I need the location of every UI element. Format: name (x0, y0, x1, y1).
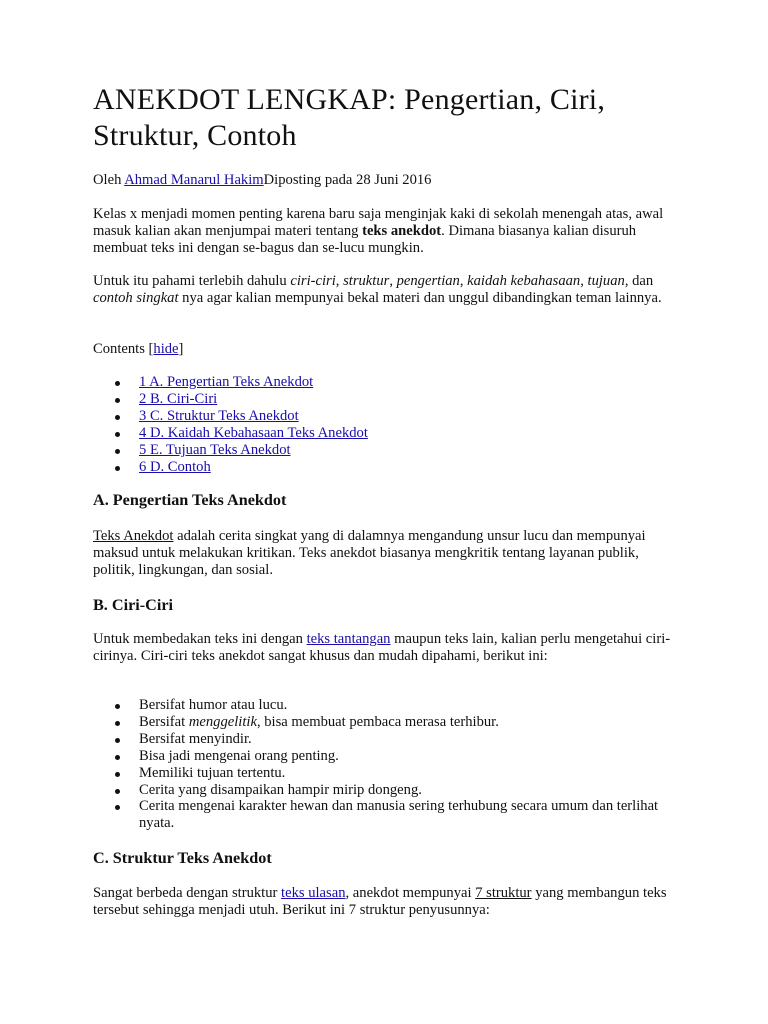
em-pengertian: pengertian (396, 273, 460, 289)
intro-text: Kelas x menjadi momen penting karena baru saja menginjak kaki di sekolah menengah atas, awal masuk kalian akan menjumpai materi tentang (93, 206, 664, 239)
term-teks-anekdot: Teks Anekdot (93, 528, 174, 544)
byline (93, 172, 683, 189)
contents-label (93, 341, 683, 358)
em-menggelitik: menggelitik (188, 713, 257, 730)
toc-item (93, 391, 683, 408)
teks-tantangan-link[interactable]: teks tantangan (306, 631, 391, 647)
table-of-contents (93, 374, 683, 475)
section-c-paragraph (93, 885, 683, 919)
section-b-paragraph (93, 631, 683, 665)
toc-item (93, 408, 683, 425)
teks-ulasan-link[interactable]: teks ulasan (281, 885, 346, 901)
byline-prefix: Oleh (93, 172, 125, 188)
list-item: Cerita yang disampaikan hampir mirip dongeng. (93, 782, 683, 799)
text: , bisa membuat pembaca merasa terhibur. (256, 713, 499, 730)
text: Sangat berbeda dengan struktur (93, 885, 282, 901)
text: nya agar kalian mempunyai bekal materi dan unggul dibandingkan teman lainnya. (178, 290, 662, 306)
toc-link[interactable]: 1 A. Pengertian Teks Anekdot (139, 374, 314, 390)
text: yang membangun teks tersebut sehingga menjadi utuh. Berikut ini 7 struktur penyusunnya: (93, 885, 667, 918)
toc-link[interactable]: 2 B. Ciri-Ciri (139, 390, 218, 407)
term-7-struktur: 7 struktur (475, 885, 532, 901)
text: , (335, 273, 344, 289)
intro-paragraph (93, 206, 683, 257)
list-item: Bisa jadi mengenai orang penting. (93, 748, 683, 765)
toc-item (93, 425, 683, 442)
toc-link[interactable]: 5 E. Tujuan Teks Anekdot (139, 441, 291, 458)
text: Untuk itu pahami terlebih dahulu (93, 273, 291, 289)
em-tujuan: tujuan (587, 273, 625, 289)
author-link[interactable]: Ahmad Manarul Hakim (124, 172, 264, 188)
em-ciri: ciri-ciri (290, 273, 336, 289)
ciri-list (93, 697, 683, 832)
hide-toc-link[interactable]: hide (153, 341, 179, 357)
section-b-heading: B. Ciri-Ciri (93, 596, 174, 614)
posted-date: Diposting pada 28 Juni 2016 (263, 172, 432, 188)
em-struktur: struktur (343, 273, 390, 289)
em-kaidah: kaidah kebahasaan (467, 273, 581, 289)
study-paragraph (93, 273, 683, 307)
toc-item (93, 374, 683, 391)
intro-text-end: . Dimana biasanya kalian disuruh membuat teks ini dengan se-bagus dan se-lucu mungkin. (93, 223, 637, 256)
intro-bold: teks anekdot (362, 223, 442, 239)
text: Untuk membedakan teks ini dengan (93, 631, 307, 647)
list-item: Bersifat humor atau lucu. (93, 697, 683, 714)
toc-item (93, 442, 683, 459)
list-item: Bersifat menyindir. (93, 731, 683, 748)
text: Bersifat (139, 713, 189, 730)
section-a-paragraph (93, 528, 683, 579)
section-c-heading: C. Struktur Teks Anekdot (93, 849, 272, 867)
page-title: ANEKDOT LENGKAP: Pengertian, Ciri, Struktur, Contoh (93, 83, 606, 152)
text: , (459, 273, 468, 289)
toc-link[interactable]: 4 D. Kaidah Kebahasaan Teks Anekdot (139, 424, 368, 441)
section-a-heading: A. Pengertian Teks Anekdot (93, 491, 287, 509)
em-contoh: contoh singkat (93, 290, 179, 306)
text: maupun teks lain, kalian perlu mengetahui ciri-cirinya. Ciri-ciri teks anekdot sangat khusus dan mudah dipahami, berikut ini: (93, 631, 671, 664)
text: adalah cerita singkat yang di dalamnya mengandung unsur lucu dan mempunyai maksud untuk melakukan kritikan. Teks anekdot biasanya mengkritik tentang layanan publik, politik, lingkungan, dan sosial. (93, 528, 646, 578)
list-item: Memiliki tujuan tertentu. (93, 765, 683, 782)
toc-link[interactable]: 6 D. Contoh (139, 458, 211, 475)
text: , (580, 273, 588, 289)
list-item (93, 714, 683, 731)
toc-link[interactable]: 3 C. Struktur Teks Anekdot (139, 407, 299, 424)
toc-item (93, 459, 683, 476)
text: , (389, 273, 397, 289)
contents-bracket: ] (178, 341, 184, 357)
text: , anekdot mempunyai (345, 885, 476, 901)
text: , dan (624, 273, 654, 289)
contents-text: Contents [ (93, 341, 154, 357)
list-item: Cerita mengenai karakter hewan dan manusia sering terhubung secara umum dan terlihat nyata. (93, 798, 683, 832)
